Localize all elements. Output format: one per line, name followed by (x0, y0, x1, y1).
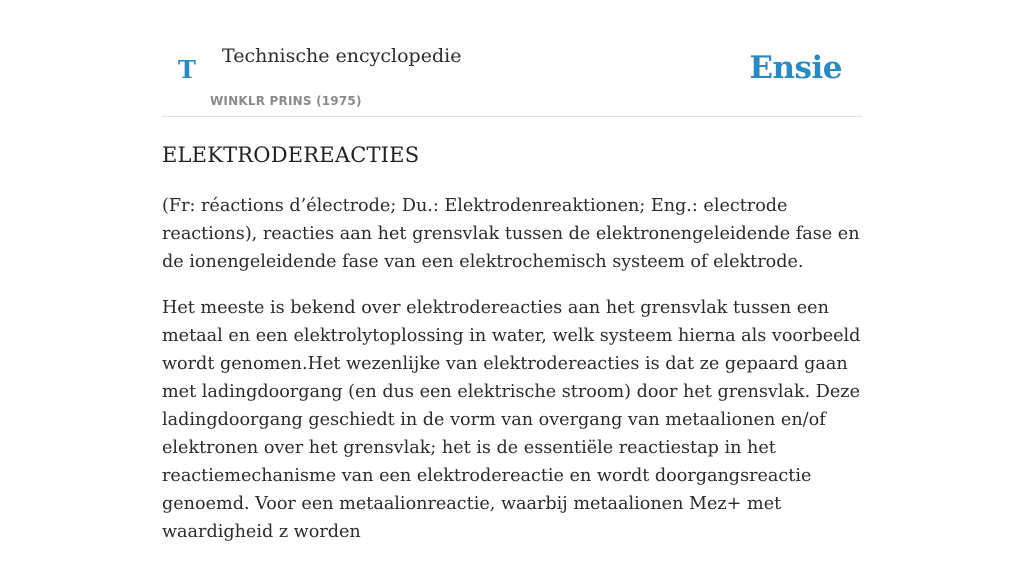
book-subtitle: WINKLR PRINS (1975) (210, 94, 362, 108)
book-title-link[interactable]: Technische encyclopedie (222, 45, 462, 67)
entry-content (162, 138, 862, 564)
header (162, 0, 862, 117)
entry-paragraph: (Fr: réactions d’électrode; Du.: Elektrodenreaktionen; Eng.: electrode reactions), reacties aan het grensvlak tussen de elektronengeleidende fase en de ionengeleidende fase van een elektrochemisch systeem of elektrode. (162, 196, 860, 272)
ensie-logo[interactable]: Ensie (749, 50, 842, 86)
book-logo[interactable]: T (178, 55, 196, 84)
entry-paragraph: Het meeste is bekend over elektrodereacties aan het grensvlak tussen een metaal en een elektrolytoplossing in water, welk systeem hierna als voorbeeld wordt genomen.Het wezenlijke van elektrodereacties is dat ze gepaard gaan met ladingdoorgang (en dus een elektrische stroom) door het grensvlak. Deze ladingdoorgang geschiedt in de vorm van overgang van metaalionen en/of elektronen over het grensvlak; het is de essentiële reactiestap in het reactiemechanisme van een elektrodereactie en wordt doorgangsreactie genoemd. Voor een metaalionreactie, waarbij metaalionen Mez+ met waardigheid z worden (162, 298, 861, 542)
entry-title: ELEKTRODEREACTIES (162, 143, 420, 167)
